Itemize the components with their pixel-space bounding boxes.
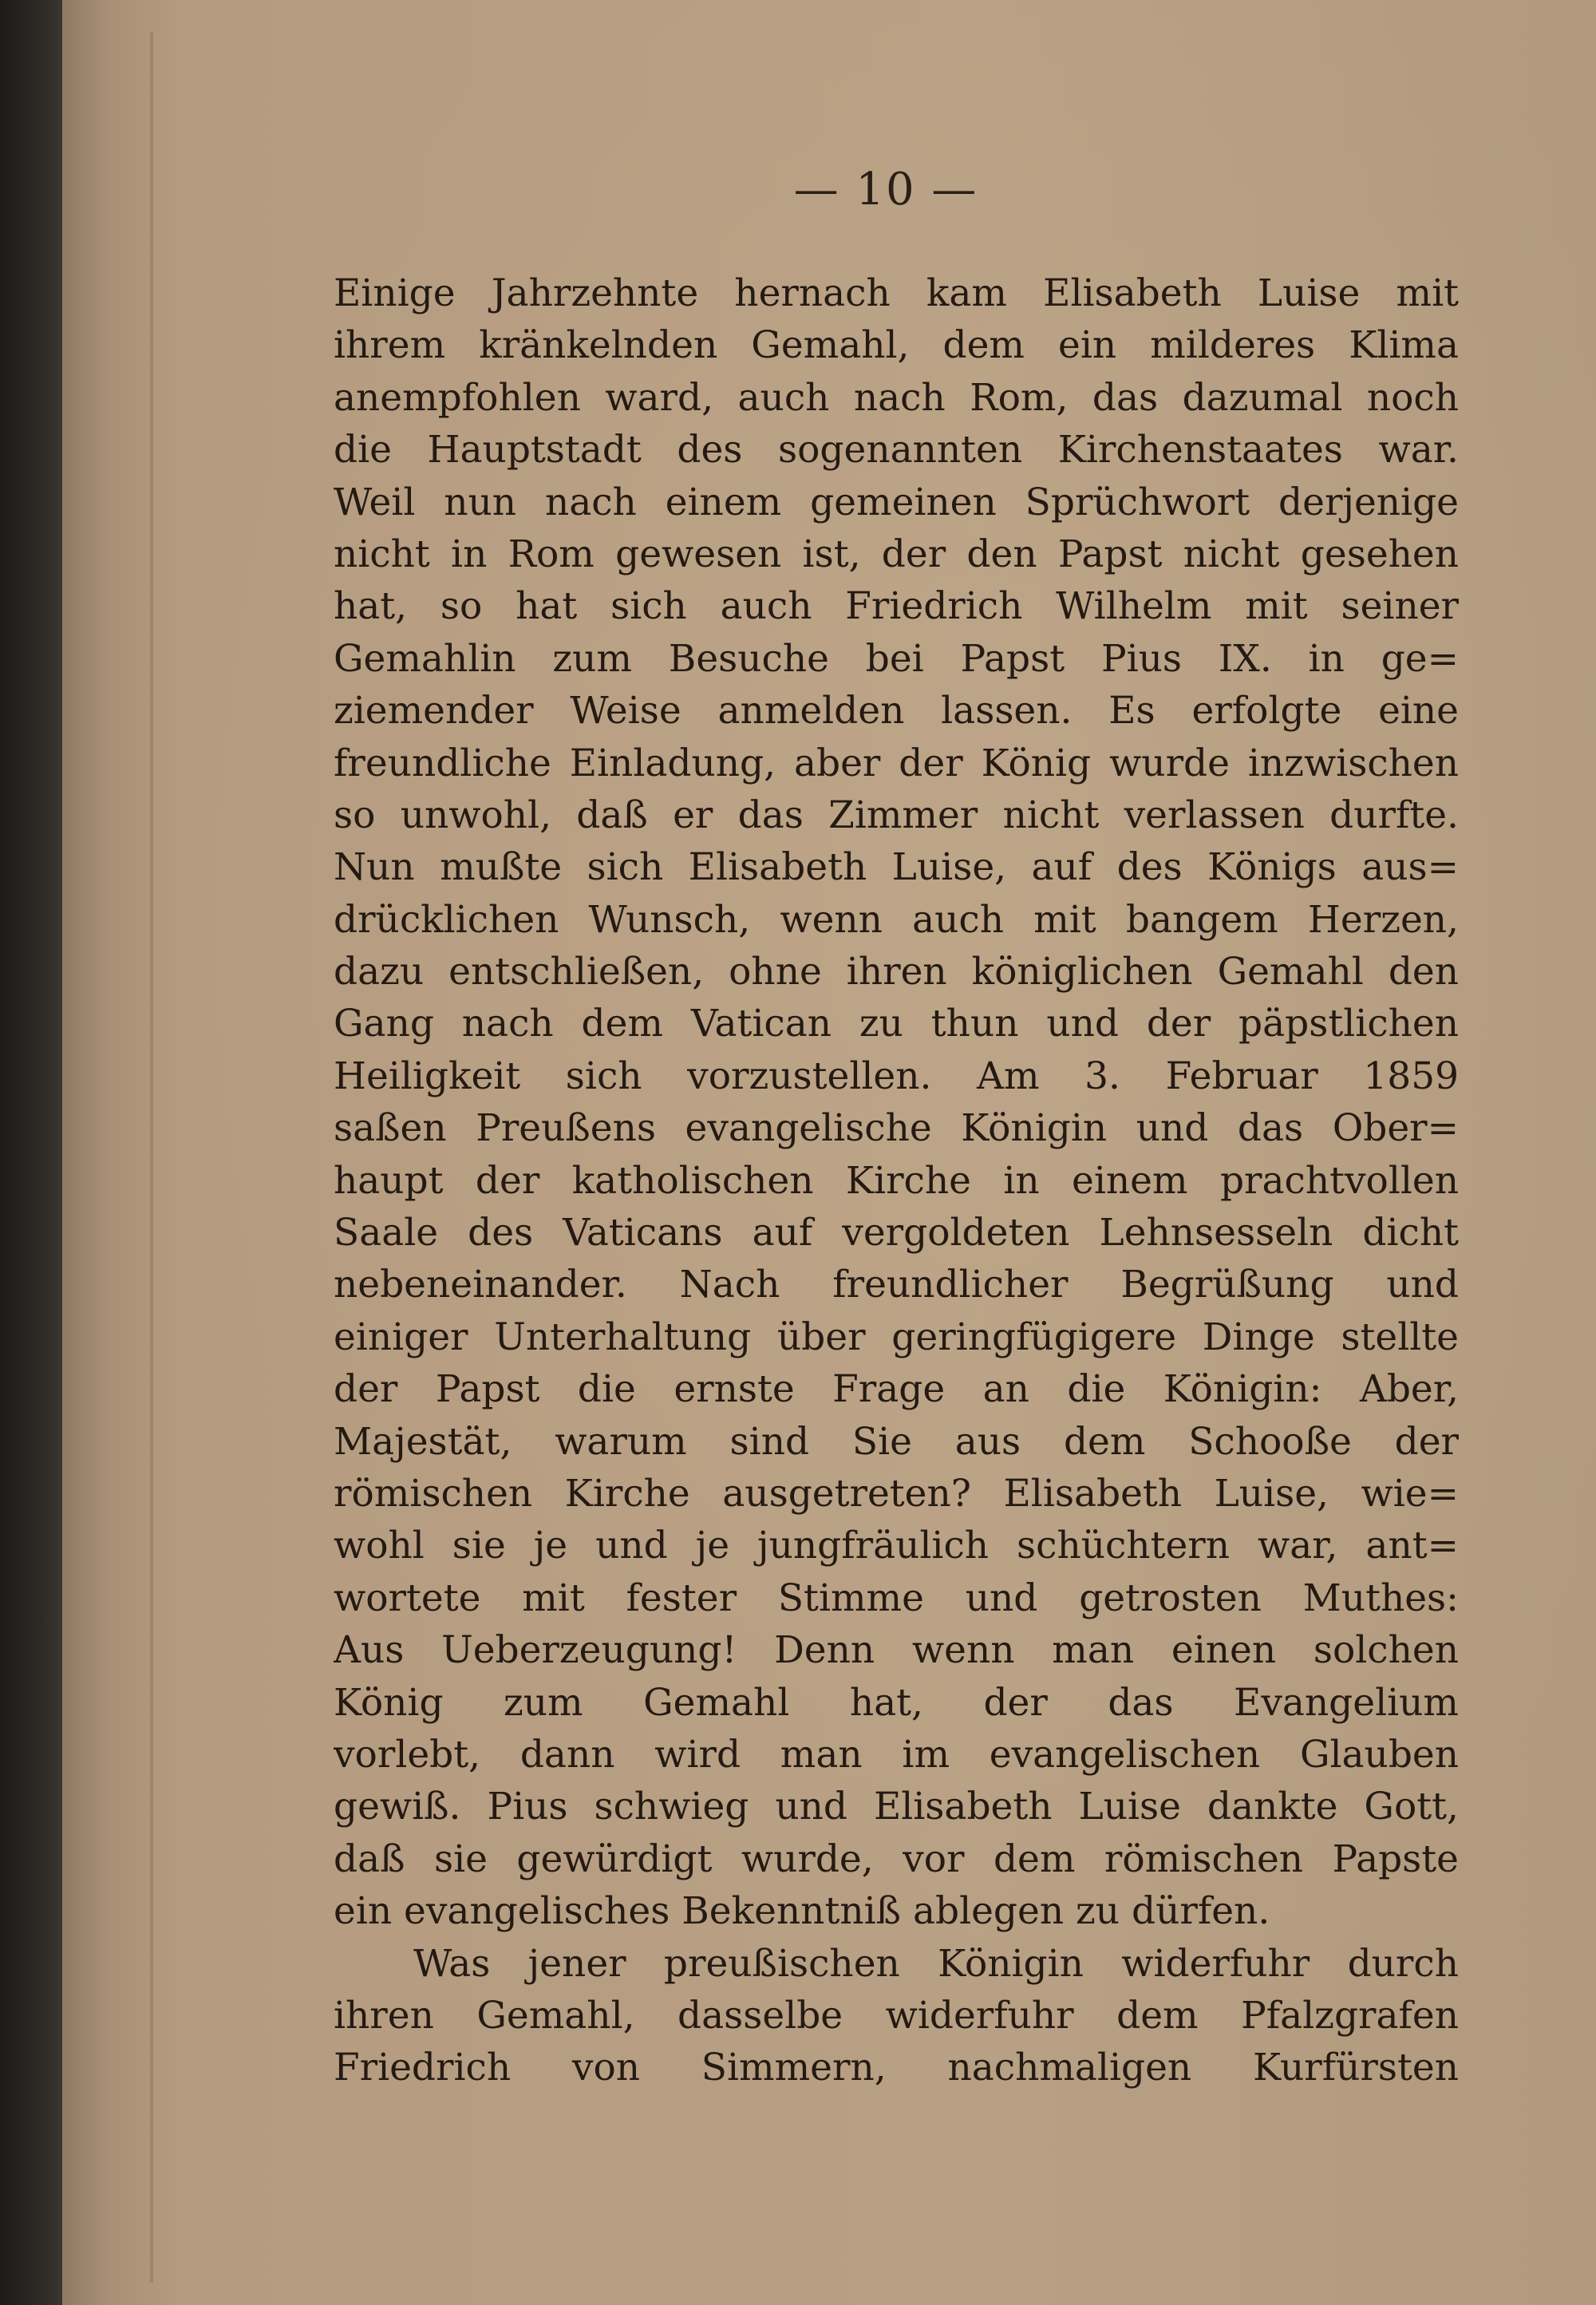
page-number: — 10 — — [793, 164, 978, 215]
text-line: Aus Ueberzeugung! Denn wenn man einen solchen — [334, 1628, 1459, 1673]
text-line: römischen Kirche ausgetreten? Elisabeth Luise, wie= — [334, 1471, 1459, 1516]
text-line: freundliche Einladung, aber der König wurde inzwischen — [334, 741, 1459, 785]
text-line: Gemahlin zum Besuche bei Papst Pius IX. in ge= — [334, 636, 1459, 681]
text-line: der Papst die ernste Frage an die Königin: Aber, — [334, 1367, 1459, 1412]
text-line: Weil nun nach einem gemeinen Sprüchwort derjenige — [334, 480, 1459, 524]
text-line: König zum Gemahl hat, der das Evangelium — [334, 1680, 1459, 1725]
text-line: wortete mit fester Stimme und getrosten Muthes: — [334, 1576, 1459, 1620]
page-fold-shadow — [150, 32, 153, 2283]
text-line: Majestät, warum sind Sie aus dem Schooße der — [334, 1419, 1459, 1464]
text-line: wohl sie je und je jungfräulich schüchtern war, ant= — [334, 1524, 1459, 1568]
text-line: ein evangelisches Bekenntniß ablegen zu dürfen. — [334, 1889, 1270, 1934]
text-line: Einige Jahrzehnte hernach kam Elisabeth Luise mit — [334, 271, 1459, 315]
text-line: saßen Preußens evangelische Königin und das Ober= — [334, 1106, 1459, 1151]
text-line: anempfohlen ward, auch nach Rom, das dazumal noch — [334, 375, 1459, 420]
text-line: ihrem kränkelnden Gemahl, dem ein milderes Klima — [334, 323, 1459, 368]
text-line: haupt der katholischen Kirche in einem prachtvollen — [334, 1158, 1459, 1203]
text-line: einiger Unterhaltung über geringfügigere Dinge stellte — [334, 1315, 1459, 1359]
text-line: vorlebt, dann wird man im evangelischen Glauben — [334, 1732, 1459, 1777]
text-line: Heiligkeit sich vorzustellen. Am 3. Februar 1859 — [334, 1054, 1459, 1098]
text-line: Nun mußte sich Elisabeth Luise, auf des Königs aus= — [334, 845, 1459, 890]
text-line: dazu entschließen, ohne ihren königlichen Gemahl den — [334, 950, 1459, 994]
text-line: daß sie gewürdigt wurde, vor dem römischen Papste — [334, 1836, 1459, 1881]
text-line: hat, so hat sich auch Friedrich Wilhelm mit seiner — [334, 584, 1459, 629]
text-line: drücklichen Wunsch, wenn auch mit bangem Herzen, — [334, 897, 1459, 942]
text-line: nebeneinander. Nach freundlicher Begrüßung und — [334, 1263, 1459, 1307]
text-line: ihren Gemahl, dasselbe widerfuhr dem Pfalzgrafen — [334, 1993, 1459, 2038]
text-line: Gang nach dem Vatican zu thun und der päpstlichen — [334, 1002, 1459, 1046]
text-line: ziemender Weise anmelden lassen. Es erfolgte eine — [334, 689, 1459, 733]
text-line: Friedrich von Simmern, nachmaligen Kurfürsten — [334, 2046, 1459, 2090]
text-line: gewiß. Pius schwieg und Elisabeth Luise dankte Gott, — [334, 1785, 1459, 1829]
text-line: so unwohl, daß er das Zimmer nicht verlassen durfte. — [334, 793, 1459, 837]
text-line: Was jener preußischen Königin widerfuhr durch — [413, 1941, 1459, 1986]
text-line: die Hauptstadt des sogenannten Kirchenstaates war. — [334, 428, 1459, 472]
body-text — [334, 267, 1459, 2094]
text-line: nicht in Rom gewesen ist, der den Papst nicht gesehen — [334, 532, 1459, 576]
text-line: Saale des Vaticans auf vergoldeten Lehnsesseln dicht — [334, 1211, 1459, 1255]
